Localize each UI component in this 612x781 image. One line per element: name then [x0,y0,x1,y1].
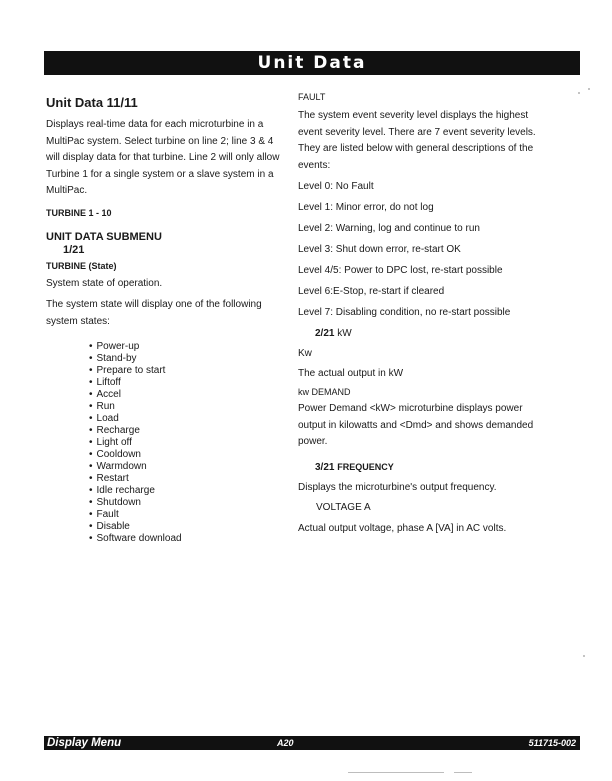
frequency-label: FREQUENCY [337,461,394,472]
state-description: System state of operation. [46,277,163,289]
left-column [46,92,286,545]
list-item: • Software download [89,533,286,545]
kw-demand-label: kw DEMAND [298,387,351,397]
severity-level: Level 0: No Fault [298,181,374,192]
scan-artifact-line [348,772,444,773]
kw-demand-description: Power Demand <kW> microturbine displays power output in kilowatts and <Dmd> and shows demanded power. [298,403,534,447]
list-item: • Accel [89,389,286,401]
section-title: Unit Data 11/11 [46,95,138,110]
kw-page-unit: kW [337,328,352,339]
severity-level: Level 2: Warning, log and continue to run [298,223,480,234]
list-item: • Load [89,413,286,425]
kw-label: Kw [298,348,312,359]
turbine-state-label: TURBINE (State) [46,260,117,271]
footer-page-number: A20 [277,738,294,748]
frequency-description: Displays the microturbine's output frequency. [298,481,497,493]
severity-level: Level 6:E-Stop, re-start if cleared [298,286,445,297]
list-item: • Idle recharge [89,485,286,497]
footer-section-name: Display Menu [47,737,122,749]
kw-description: The actual output in kW [298,368,404,379]
kw-page-number: 2/21 [315,328,335,339]
page-header-bar [44,51,580,75]
frequency-page-number: 3/21 [315,461,335,473]
list-item: • Prepare to start [89,365,286,377]
scan-artifact-speck [578,92,580,94]
list-item: • Stand-by [89,353,286,365]
list-item: • Cooldown [89,449,286,461]
page-footer-bar [44,736,580,750]
kw-page-heading [298,327,546,341]
list-item: • Power-up [89,341,286,353]
fault-description: The system event severity level displays the highest event severity level. There are 7 event severity levels. They are listed below with general descriptions of the events: [298,110,536,171]
list-item: • Light off [89,437,286,449]
list-item: • Warmdown [89,461,286,473]
scan-artifact-speck [583,655,585,657]
severity-level: Level 4/5: Power to DPC lost, re-start possible [298,265,503,276]
voltage-label: VOLTAGE A [316,501,371,513]
page-title: Unit Data [257,53,367,73]
list-item: • Restart [89,473,286,485]
list-item: • Run [89,401,286,413]
submenu-page-number: 1/21 [63,243,85,256]
list-item: • Liftoff [89,377,286,389]
footer-document-number: 511715-002 [528,738,576,748]
states-intro: The system state will display one of the following system states: [46,299,262,327]
severity-level: Level 1: Minor error, do not log [298,202,434,213]
submenu-title: UNIT DATA SUBMENU [46,230,162,243]
system-states-list [89,341,286,545]
list-item: • Shutdown [89,497,286,509]
severity-level: Level 3: Shut down error, re-start OK [298,244,461,255]
list-item: • Disable [89,521,286,533]
intro-paragraph: Displays real-time data for each microturbine in a MultiPac system. Select turbine on line 2; line 3 & 4 will display data for that turbine. Line 2 will only allow Turbine 1 for a single system or a slave system in a MultiPac. [46,119,280,196]
voltage-description: Actual output voltage, phase A [VA] in AC volts. [298,522,507,534]
scan-artifact-line [454,772,472,773]
list-item: • Fault [89,509,286,521]
frequency-page-heading [298,460,546,475]
severity-level: Level 7: Disabling condition, no re-start possible [298,307,511,318]
fault-label: FAULT [298,92,326,102]
scan-artifact-speck [588,88,590,90]
right-column [298,92,546,536]
list-item: • Recharge [89,425,286,437]
turbine-range-label: TURBINE 1 - 10 [46,207,112,218]
